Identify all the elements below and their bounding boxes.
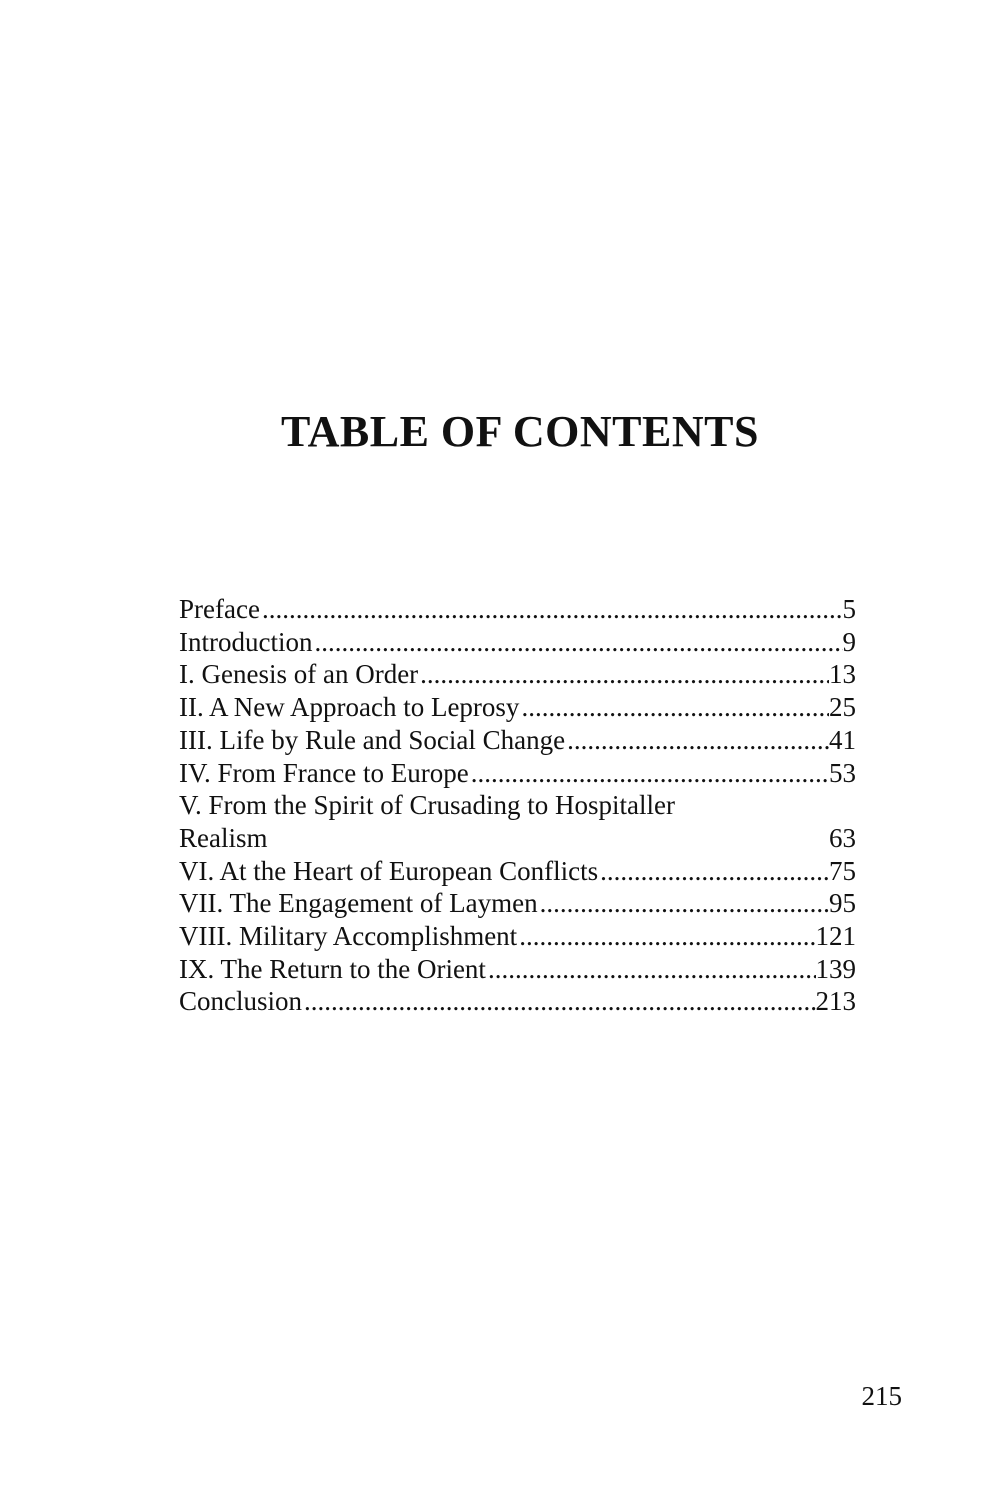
toc-entry-chapter-6	[179, 855, 856, 888]
toc-entry-chapter-7	[179, 887, 856, 920]
toc-entry-label: Introduction	[179, 626, 313, 657]
toc-entry-page: 63	[829, 822, 856, 853]
toc-entry-label: III. Life by Rule and Social Change	[179, 724, 566, 755]
toc-entry-label: VI. At the Heart of European Conflicts	[179, 855, 599, 886]
toc-entry-page: 9	[842, 626, 856, 657]
toc-entry-introduction	[179, 626, 856, 659]
toc-entry-chapter-3	[179, 724, 856, 757]
toc-entry-label: IX. The Return to the Orient	[179, 953, 486, 984]
dot-leader	[538, 887, 829, 920]
toc-entry-page: 13	[829, 659, 856, 690]
toc-entry-preface	[179, 593, 856, 626]
toc-entry-page: 41	[829, 724, 856, 755]
toc-entry-page: 139	[815, 953, 856, 984]
toc-entry-label: Preface	[179, 594, 260, 624]
toc-entry-page: 121	[815, 921, 856, 952]
dot-leader	[519, 691, 829, 724]
page-number: 215	[861, 1381, 902, 1411]
toc-entry-chapter-5	[179, 789, 856, 854]
toc-entry-page: 95	[829, 888, 856, 919]
toc-entry-page: 53	[829, 757, 856, 788]
dot-leader	[598, 855, 829, 888]
toc-entry-label-line2: Realism	[179, 822, 268, 853]
toc-entry-label: VII. The Engagement of Laymen	[179, 888, 538, 919]
toc-entry-label: VIII. Military Accomplishment	[179, 921, 518, 952]
toc-entry-chapter-4	[179, 757, 856, 790]
toc-entry-page: 75	[829, 855, 856, 886]
dot-leader	[302, 985, 815, 1018]
dot-leader	[418, 658, 829, 691]
toc-entry-chapter-2	[179, 691, 856, 724]
toc-entry-chapter-1	[179, 658, 856, 691]
toc-entry-chapter-8	[179, 920, 856, 953]
page-title: TABLE OF CONTENTS	[281, 407, 759, 456]
toc-entry-conclusion	[179, 985, 856, 1018]
toc-entry-label: I. Genesis of an Order	[179, 659, 419, 690]
toc-entry-page: 5	[842, 594, 856, 624]
toc-entry-label: Conclusion	[179, 986, 303, 1017]
toc-entry-label: II. A New Approach to Leprosy	[179, 692, 520, 723]
dot-leader	[260, 593, 843, 626]
toc-entry-label: IV. From France to Europe	[179, 757, 469, 788]
toc-entry-label-line1: V. From the Spirit of Crusading to Hospitaller	[179, 790, 675, 821]
toc-entry-line2	[179, 822, 856, 855]
toc-entry-page: 213	[815, 986, 856, 1017]
toc-entry-page: 25	[829, 692, 856, 723]
dot-leader	[312, 626, 842, 659]
dot-leader	[469, 757, 829, 790]
dot-leader	[565, 724, 829, 757]
dot-leader	[517, 920, 815, 953]
toc-entry-chapter-9	[179, 953, 856, 986]
dot-leader	[486, 953, 816, 986]
table-of-contents	[179, 593, 856, 1018]
